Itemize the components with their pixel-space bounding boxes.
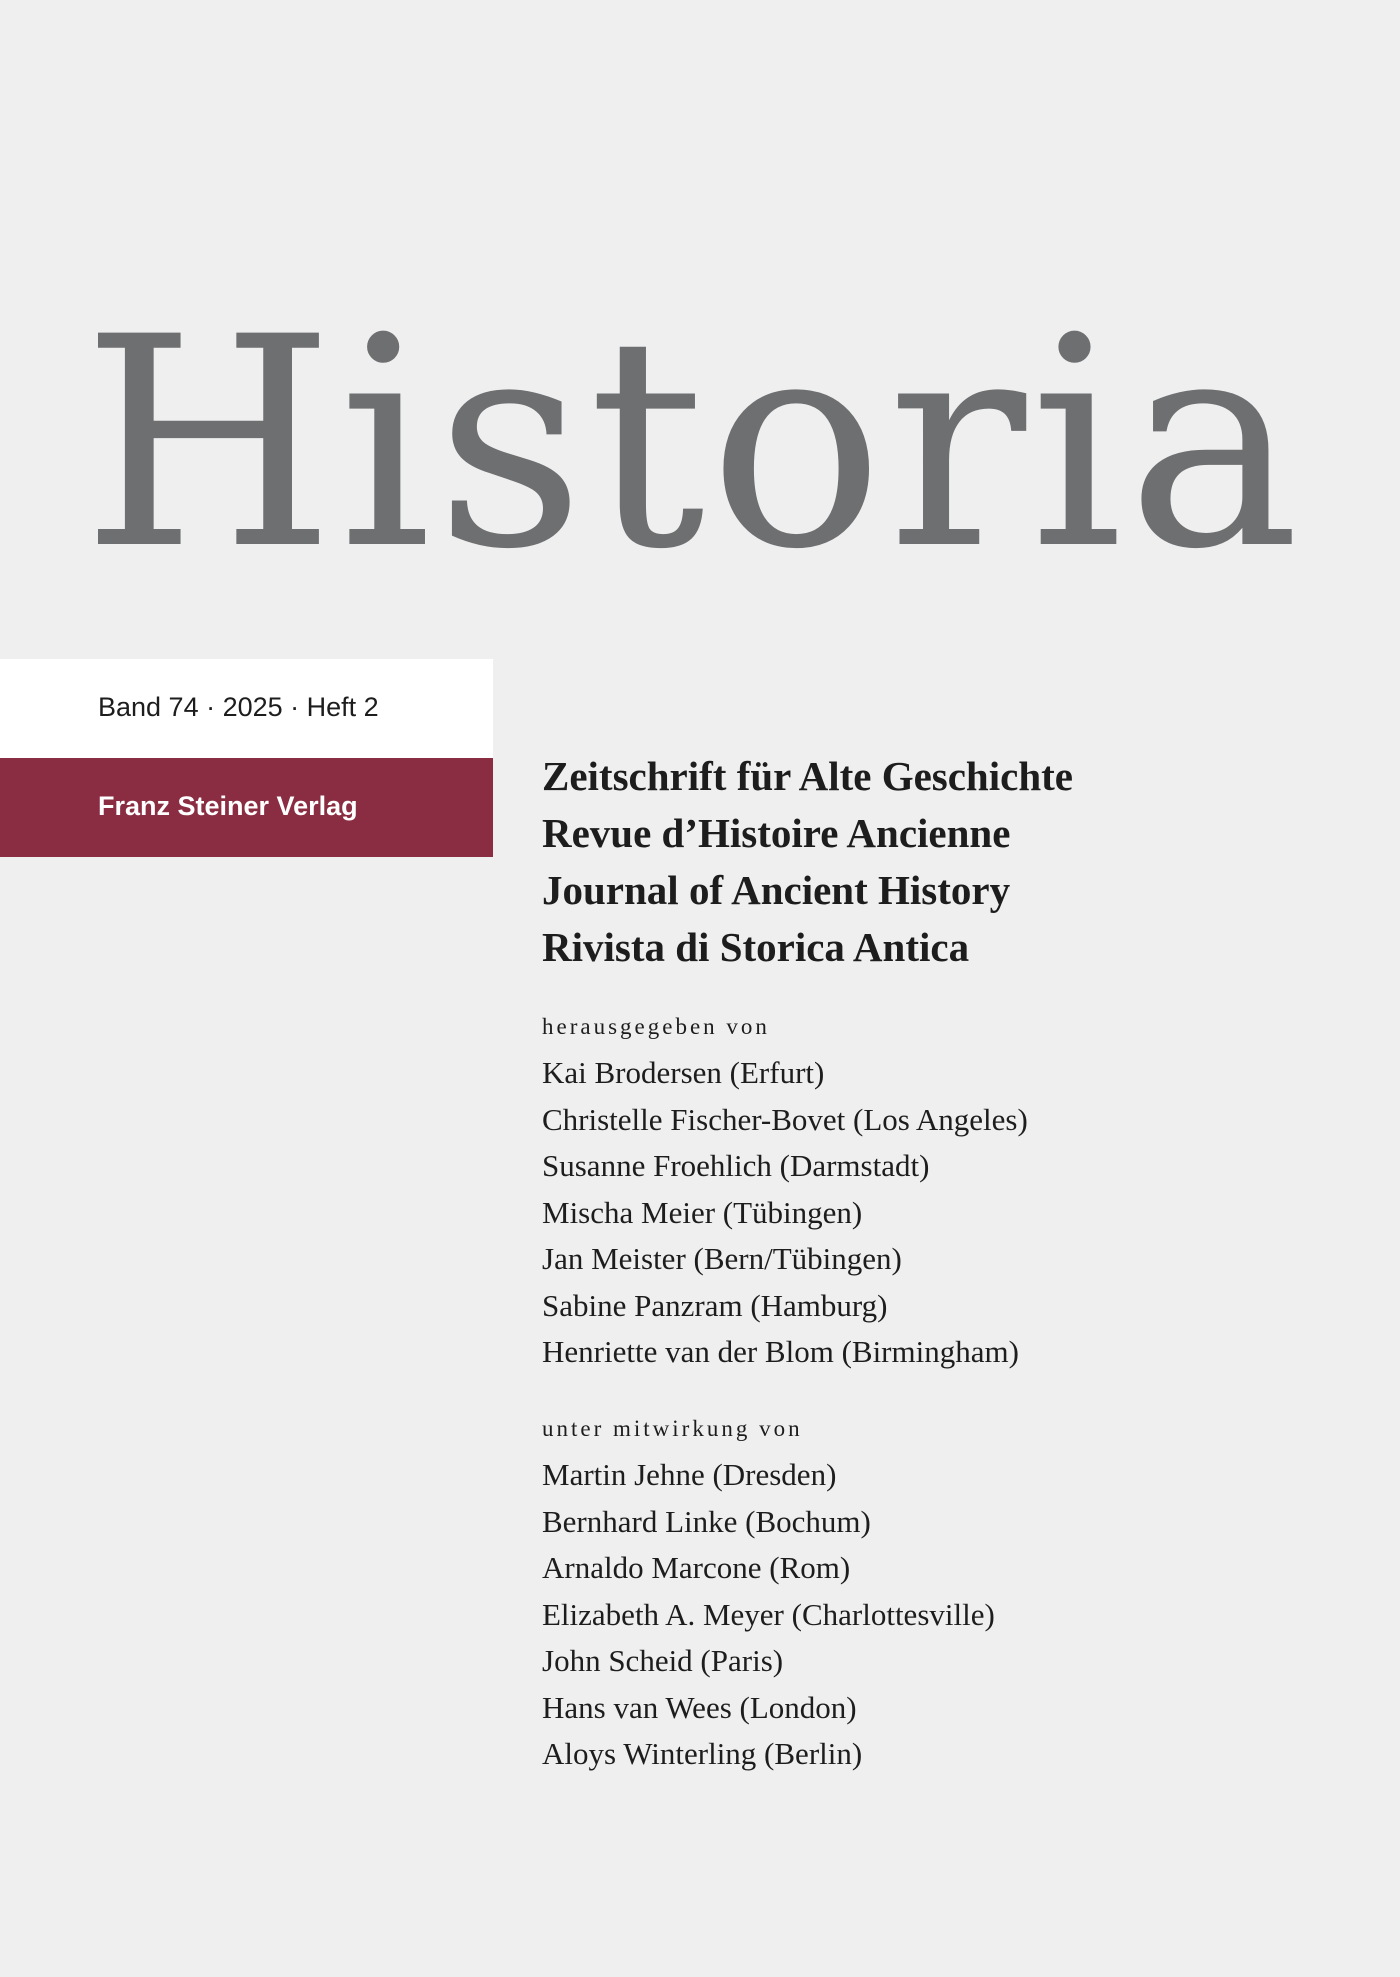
contributor-name: Arnaldo Marcone (Rom) [542,1550,851,1585]
issue-info: Band 74 · 2025 · Heft 2 [98,692,379,722]
editor-name: Christelle Fischer-Bovet (Los Angeles) [542,1101,1028,1137]
editors-heading: herausgegeben von [542,1014,770,1039]
editor-name: Sabine Panzram (Hamburg) [542,1287,888,1323]
editors-list [542,1050,1028,1376]
subtitle-list [542,748,1073,976]
editor-name: Susanne Froehlich (Darmstadt) [542,1148,930,1183]
contributor-name: Bernhard Linke (Bochum) [542,1503,871,1539]
contributors-list [542,1452,995,1778]
contributor-name: John Scheid (Paris) [542,1643,784,1678]
editor-name: Henriette van der Blom (Birmingham) [542,1334,1019,1369]
contributors-section [542,1412,995,1778]
editor-name: Kai Brodersen (Erfurt) [542,1055,825,1090]
contributor-name: Martin Jehne (Dresden) [542,1457,837,1492]
publisher-name: Franz Steiner Verlag [98,791,358,821]
editor-name: Jan Meister (Bern/Tübingen) [542,1241,902,1276]
editors-section [542,1010,1028,1376]
contributor-name: Elizabeth A. Meyer (Charlottesville) [542,1596,995,1632]
publisher-band [0,758,493,857]
issue-band [0,659,493,758]
subtitle-italian: Rivista di Storica Antica [542,924,970,970]
contributors-heading: unter mitwirkung von [542,1416,803,1441]
journal-title: Historia [82,276,1304,613]
subtitle-english: Journal of Ancient History [542,867,1011,913]
subtitle-german: Zeitschrift für Alte Geschichte [542,753,1073,799]
contributor-name: Aloys Winterling (Berlin) [542,1736,863,1771]
subtitle-french: Revue d’Histoire Ancienne [542,810,1011,856]
editor-name: Mischa Meier (Tübingen) [542,1194,863,1230]
contributor-name: Hans van Wees (London) [542,1689,857,1725]
